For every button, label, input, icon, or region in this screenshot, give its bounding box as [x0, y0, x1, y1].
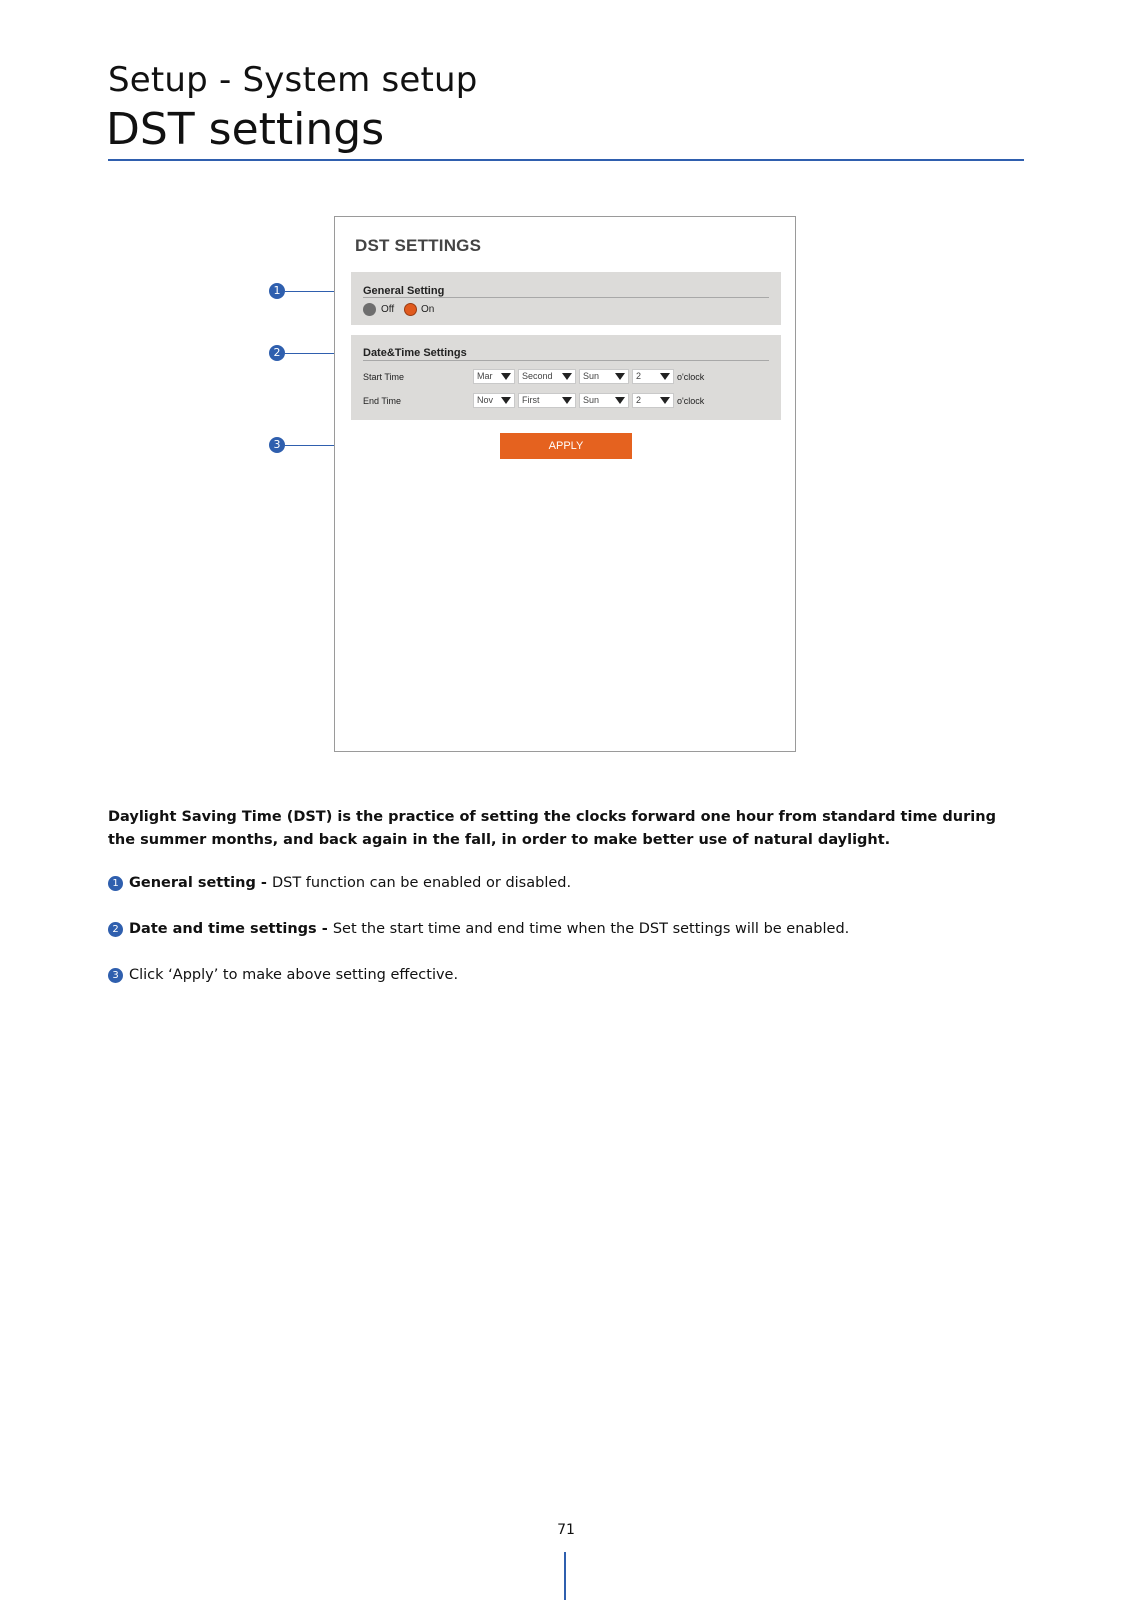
- start-hour-value: 2: [636, 371, 642, 381]
- start-month-value: Mar: [477, 371, 493, 381]
- end-month-select[interactable]: [473, 393, 515, 408]
- page-number: 71: [557, 1522, 575, 1538]
- callout-2-marker: 2: [269, 345, 285, 361]
- general-setting-panel: [351, 272, 781, 325]
- chevron-down-icon: [660, 373, 670, 380]
- item-term: Date and time settings -: [129, 921, 333, 937]
- general-setting-heading: General Setting: [363, 285, 445, 297]
- item-text: Click ‘Apply’ to make above setting effective.: [129, 967, 459, 983]
- panel-divider: [363, 297, 769, 298]
- callout-3-marker: 3: [269, 437, 285, 453]
- end-hour-value: 2: [636, 395, 642, 405]
- list-item: [108, 875, 571, 891]
- start-day-select[interactable]: [579, 369, 629, 384]
- list-item: [108, 921, 849, 937]
- start-oclock-label: o'clock: [677, 372, 705, 382]
- dst-settings-title: DST SETTINGS: [355, 236, 482, 255]
- list-item: [108, 967, 458, 983]
- start-hour-select[interactable]: [632, 369, 674, 384]
- end-month-value: Nov: [477, 395, 494, 405]
- chevron-down-icon: [615, 397, 625, 404]
- callout-2-bullet: 2: [108, 922, 123, 937]
- chevron-down-icon: [562, 397, 572, 404]
- item-text: DST function can be enabled or disabled.: [271, 875, 572, 891]
- end-week-value: First: [522, 395, 540, 405]
- panel-divider: [363, 360, 769, 361]
- chevron-down-icon: [615, 373, 625, 380]
- apply-button[interactable]: APPLY: [500, 433, 632, 459]
- dst-on-label: On: [421, 304, 435, 315]
- section-heading: Setup - System setup: [108, 60, 478, 100]
- start-time-label: Start Time: [363, 372, 405, 382]
- item-text: Set the start time and end time when the DST settings will be enabled.: [332, 921, 850, 937]
- page-title: DST settings: [106, 104, 385, 155]
- dst-off-label: Off: [381, 304, 395, 315]
- callout-1-marker: 1: [269, 283, 285, 299]
- start-month-select[interactable]: [473, 369, 515, 384]
- start-week-select[interactable]: [518, 369, 576, 384]
- end-time-label: End Time: [363, 396, 402, 406]
- chevron-down-icon: [501, 373, 511, 380]
- end-oclock-label: o'clock: [677, 396, 705, 406]
- end-hour-select[interactable]: [632, 393, 674, 408]
- dst-on-radio[interactable]: [404, 303, 417, 316]
- start-day-value: Sun: [583, 371, 600, 381]
- end-week-select[interactable]: [518, 393, 576, 408]
- datetime-settings-heading: Date&Time Settings: [363, 347, 467, 359]
- intro-paragraph: Daylight Saving Time (DST) is the practice of setting the clocks forward one hour from standard time during the summer months, and back again in the fall, in order to make better use of natural daylight.: [108, 809, 996, 848]
- dst-settings-screenshot: [334, 216, 796, 752]
- chevron-down-icon: [562, 373, 572, 380]
- callout-1-bullet: 1: [108, 876, 123, 891]
- start-week-value: Second: [522, 371, 553, 381]
- callout-3-bullet: 3: [108, 968, 123, 983]
- item-term: General setting -: [129, 875, 272, 891]
- end-day-select[interactable]: [579, 393, 629, 408]
- header-divider: [108, 159, 1024, 161]
- end-day-value: Sun: [583, 395, 600, 405]
- datetime-settings-panel: [351, 335, 781, 420]
- chevron-down-icon: [501, 397, 511, 404]
- dst-off-radio[interactable]: [363, 303, 376, 316]
- chevron-down-icon: [660, 397, 670, 404]
- footer-divider: [564, 1552, 566, 1600]
